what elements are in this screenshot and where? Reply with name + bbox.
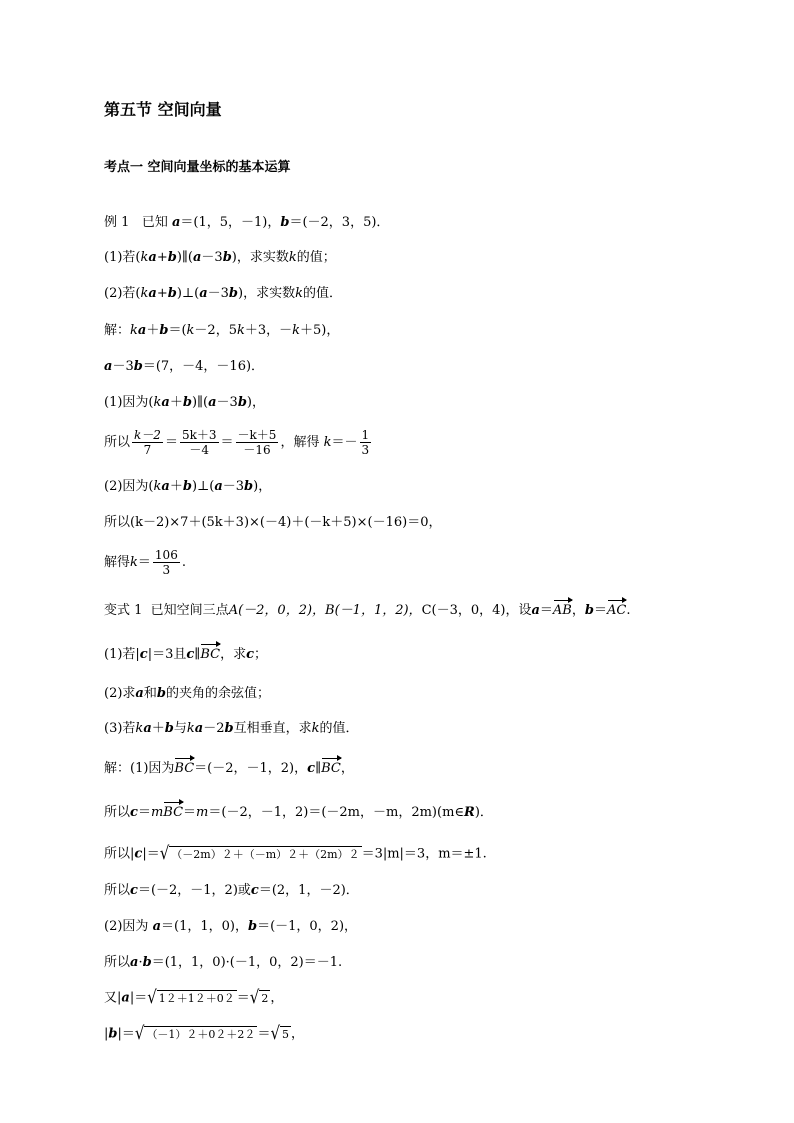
solution-line-1: 解：ka＋b＝(k－2，5k＋3，－k＋5)，	[104, 323, 340, 338]
variant-solution-8: |b|＝√ （－1）２＋0２＋2２ ＝√ 5 ，	[104, 1022, 305, 1044]
example-question-2: (2)若(ka+b)⊥(a－3b)，求实数k的值．	[104, 286, 342, 301]
variant-solution-7: 又|a|＝√ 1２＋1２＋0２ ＝√ 2 ，	[104, 986, 284, 1008]
variant-solution-5: (2)因为 a＝(1，1，0)，b＝(－1，0，2)，	[104, 919, 358, 934]
solution-line-4: (2)因为(ka＋b)⊥(a－3b)，	[104, 479, 272, 494]
solution-result-2: 解得k＝ $\frac{106}{3}$ .	[104, 548, 186, 577]
variant-solution-4: 所以c＝(－2，－1，2)或c＝(2，1，－2)．	[104, 883, 359, 898]
page-title: 第五节 空间向量	[104, 100, 222, 119]
variant-question-1: (1)若|c|＝3且c∥BC，求c；	[104, 647, 268, 662]
solution-line-3: (1)因为(ka＋b)∥(a－3b)，	[104, 395, 265, 410]
solution-fraction-line: 所以 $\frac{k-2}{7}$ ＝ $\frac{5k+3}{-4}$ ＝ $\frac{-k+5}{-16}$ ，解得 k＝－ $\frac{1}{3}$	[104, 428, 370, 457]
solution-line-5: 所以(k－2)×7＋(5k＋3)×(－4)＋(－k＋5)×(－16)＝0，	[104, 515, 442, 530]
example-statement: 例 1 已知 a＝(1，5，－1)，b＝(－2，3，5)．	[104, 215, 390, 230]
variant-solution-1: 解：(1)因为BC＝(－2，－1，2)，c∥BC，	[104, 761, 354, 776]
variant-statement: 变式 1 已知空间三点A(－2，0，2)，B(－1，1，2)，C(－3，0，4)，设a＝AB，b＝AC.	[104, 603, 631, 618]
variant-question-2: (2)求a和b的夹角的余弦值；	[104, 686, 270, 701]
variant-solution-6: 所以a·b＝(1，1，0)·(－1，0，2)＝－1.	[104, 955, 343, 970]
example-question-1: (1)若(ka+b)∥(a－3b)，求实数k的值；	[104, 250, 336, 265]
variant-solution-3: 所以|c|＝√ （－2m）２＋（－m）２＋（2m）２ ＝3|m|＝3，m＝±1.	[104, 842, 487, 864]
variant-solution-2: 所以c＝mBC＝m＝(－2，－1，2)＝(－2m，－m，2m)(m∈R)．	[104, 805, 493, 820]
section-heading: 考点一 空间向量坐标的基本运算	[104, 160, 291, 175]
solution-line-2: a－3b＝(7，－4，－16)．	[104, 359, 265, 374]
variant-question-3: (3)若ka＋b与ka－2b互相垂直，求k的值．	[104, 721, 359, 736]
